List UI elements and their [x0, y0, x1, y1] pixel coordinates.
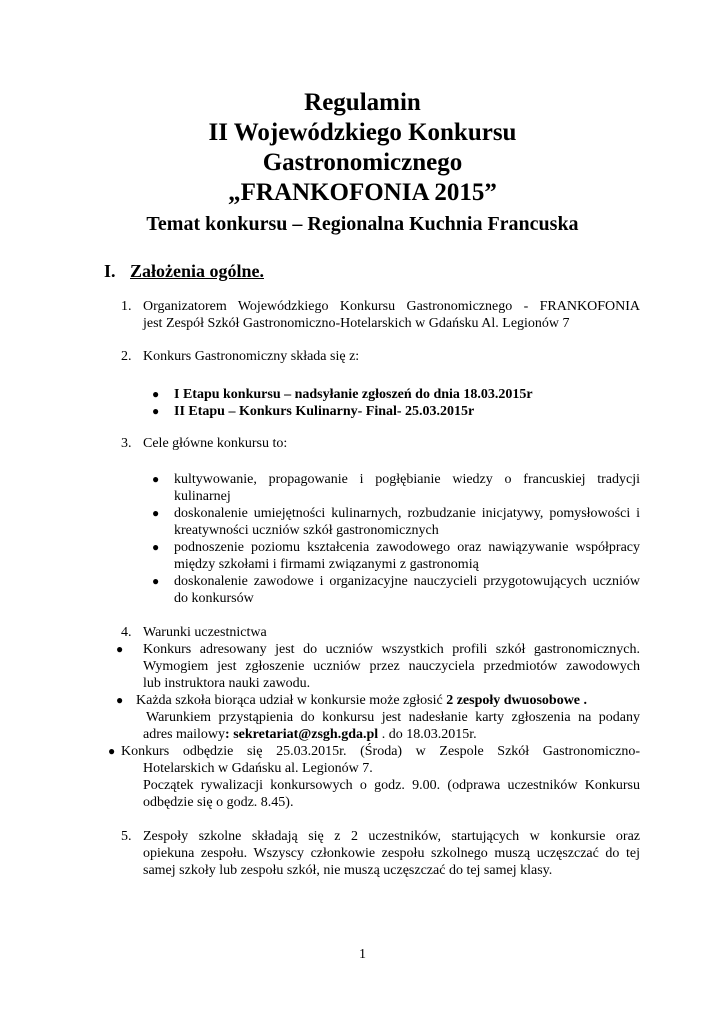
item-4-b3-line-4: odbędzie się o godz. 8.45). [143, 795, 294, 810]
item-3-text: Cele główne konkursu to: [143, 436, 288, 451]
item-4-b2-line-1-text: Każda szkoła biorąca udział w konkursie może zgłosić [136, 693, 447, 708]
item-4-b1-line-2: Wymogiem jest zgłoszenie uczniów przez nauczyciela przedmiotów zawodowych [143, 659, 640, 674]
section-number: I. [104, 261, 116, 281]
title-line-3: Gastronomicznego [262, 149, 463, 176]
item-4-text: Warunki uczestnictwa [143, 625, 267, 640]
subtitle: Temat konkursu – Regionalna Kuchnia Francuska [146, 213, 579, 235]
item-4-b1-line-3: lub instruktora nauki zawodu. [143, 676, 311, 691]
contact-email: : sekretariat@zsgh.gda.pl [225, 727, 379, 742]
section-title: Założenia ogólne. [130, 261, 264, 281]
item-4-b2-line-1 [136, 692, 587, 709]
item-3-bullet-4: doskonalenie zawodowe i organizacyjne nauczycieli przygotowujących uczniów do konkursów [174, 574, 640, 606]
item-4-b2-teams: 2 zespoły dwuosobowe . [446, 693, 588, 708]
bullet-icon: ● [152, 574, 160, 588]
item-4-b3-line-2: Hotelarskich w Gdańsku al. Legionów 7. [143, 761, 373, 776]
item-3-number: 3. [121, 436, 132, 451]
item-2-number: 2. [121, 349, 132, 364]
item-3-bullet-1: kultywowanie, propagowanie i pogłębianie wiedzy o francuskiej tradycji kulinarnej [174, 472, 640, 504]
item-4-b2-deadline: . do 18.03.2015r. [378, 727, 477, 742]
item-5-line-3: samej szkoły lub zespołu szkół, nie muszą uczęszczać do tej samej klasy. [143, 863, 553, 878]
bullet-icon: ● [152, 387, 160, 401]
bullet-icon: ● [116, 642, 124, 656]
page-number: 1 [359, 947, 366, 962]
item-4-b1-line-1: Konkurs adresowany jest do uczniów wszystkich profili szkół gastronomicznych. [143, 642, 640, 657]
bullet-icon: ● [152, 472, 160, 486]
item-4-b3-line-1: Konkurs odbędzie się 25.03.2015r. (Środa) w Zespole Szkół Gastronomiczno- [121, 744, 640, 759]
item-2-bullet-2: II Etapu – Konkurs Kulinarny- Final- 25.03.2015r [174, 404, 475, 419]
item-5-line-1: Zespoły szkolne składają się z 2 uczestników, startujących w konkursie oraz [143, 829, 640, 844]
title-line-1: Regulamin [304, 89, 421, 116]
item-4-number: 4. [121, 625, 132, 640]
item-3-bullet-2: doskonalenie umiejętności kulinarnych, rozbudzanie inicjatywy, pomysłowości i kreatywności uczniów szkół gastronomicznych [174, 506, 640, 538]
item-2-bullet-1: I Etapu konkursu – nadsyłanie zgłoszeń do dnia 18.03.2015r [174, 387, 533, 402]
item-4-b3-line-3: Początek rywalizacji konkursowych o godz. 9.00. (odprawa uczestników Konkursu [143, 778, 640, 793]
item-3-bullet-3: podnoszenie poziomu kształcenia zawodowego oraz nawiązywanie współpracy między szkołami i firmami związanymi z gastronomią [174, 540, 640, 572]
title-line-4: „FRANKOFONIA 2015” [228, 179, 497, 206]
bullet-icon: ● [152, 404, 160, 418]
bullet-icon: ● [116, 693, 124, 707]
section-heading [104, 259, 264, 283]
bullet-icon: ● [108, 744, 116, 758]
item-4-b2-line-3-text: adres mailowy [143, 727, 226, 742]
item-5-number: 5. [121, 829, 132, 844]
bullet-icon: ● [152, 540, 160, 554]
item-1-line-1: Organizatorem Wojewódzkiego Konkursu Gastronomicznego - FRANKOFONIA [143, 299, 640, 314]
title-line-2: II Wojewódzkiego Konkursu [208, 119, 517, 146]
item-4-b2-line-3 [143, 726, 477, 743]
item-2-text: Konkurs Gastronomiczny składa się z: [143, 349, 360, 364]
item-1-line-2: jest Zespół Szkół Gastronomiczno-Hotelarskich w Gdańsku Al. Legionów 7 [143, 316, 570, 331]
item-1-number: 1. [121, 299, 132, 314]
item-4-b2-line-2: Warunkiem przystąpienia do konkursu jest nadesłanie karty zgłoszenia na podany [146, 710, 640, 725]
item-5-line-2: opiekuna zespołu. Wszyscy członkowie zespołu szkolnego muszą uczęszczać do tej [143, 846, 640, 861]
bullet-icon: ● [152, 506, 160, 520]
